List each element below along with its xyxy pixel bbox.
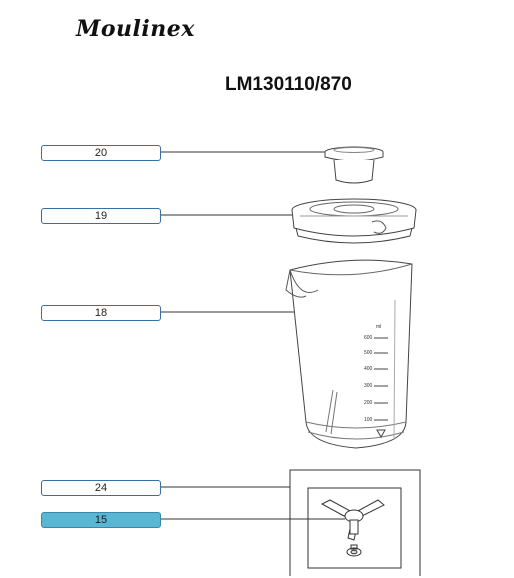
part-19-lid[interactable] — [292, 199, 416, 243]
scale-label-200: 200 — [364, 400, 373, 406]
part-ref-24[interactable]: 24 — [41, 480, 161, 496]
part-20-cap[interactable] — [325, 147, 383, 183]
scale-label-400: 400 — [364, 366, 373, 372]
part-ref-15[interactable]: 15 — [41, 512, 161, 528]
scale-label-ml: ml — [376, 324, 382, 330]
part-15-blade[interactable] — [322, 500, 384, 540]
part-18-jar[interactable] — [286, 260, 412, 448]
model-number: LM130110/870 — [225, 74, 352, 95]
part-24-seal[interactable] — [347, 545, 361, 556]
part-ref-19[interactable]: 19 — [41, 208, 161, 224]
part-ref-20[interactable]: 20 — [41, 145, 161, 161]
scale-label-100: 100 — [364, 417, 373, 423]
scale-label-300: 300 — [364, 383, 373, 389]
scale-label-600: 600 — [364, 335, 373, 341]
scale-label-500: 500 — [364, 350, 373, 356]
part-ref-18[interactable]: 18 — [41, 305, 161, 321]
brand-logo: Moulinex — [76, 16, 195, 42]
